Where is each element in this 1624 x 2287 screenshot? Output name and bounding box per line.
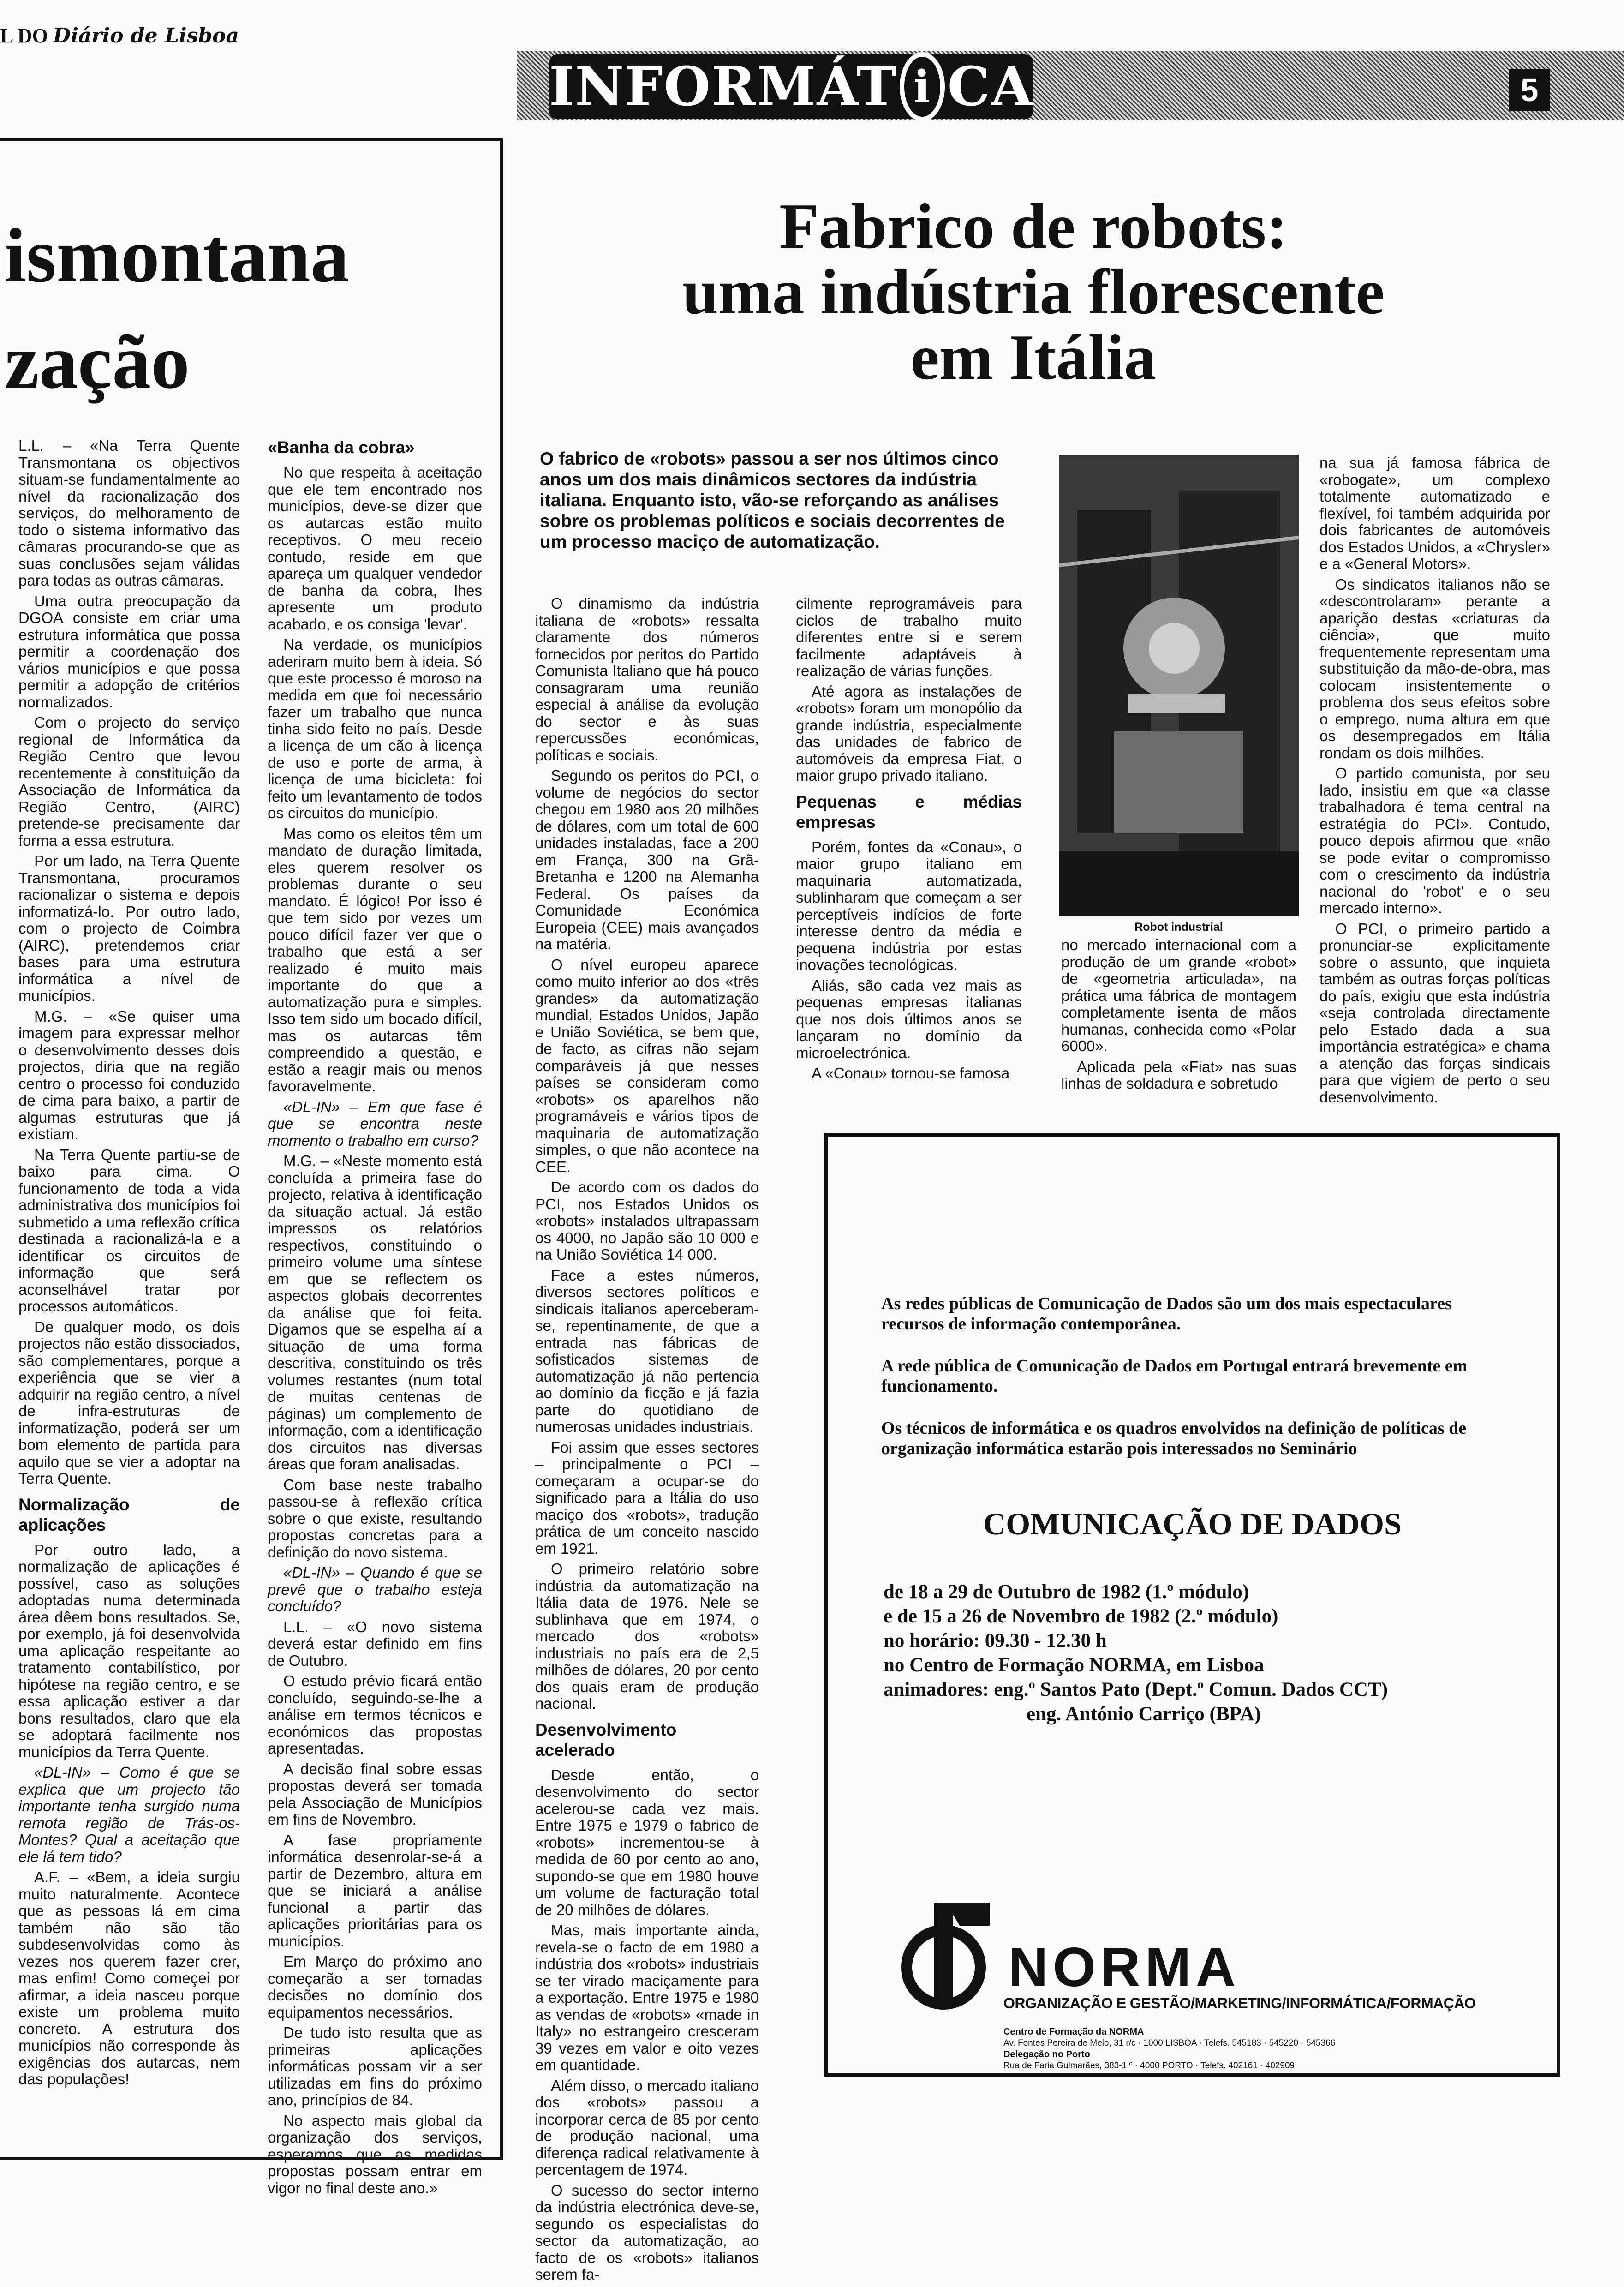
photo-caption: Robot industrial [1134,921,1223,934]
section-title-right: CA [947,55,1033,118]
paragraph: A fase propriamente informática desenrolar-se-á a partir de Dezembro, altura em que se iniciará a análise funcional a partir das aplicações prioritárias para os municípios. [268,1831,482,1950]
paragraph: Porém, fontes da «Conau», o maior grupo italiano em maquinaria automatizada, sublinharam que começam a ser perceptíveis indícios de forte interesse dentro da média e pequena indústria por estas inovações tecnológicas. [796,838,1022,973]
paragraph: L.L. – «Na Terra Quente Transmontana os objectivos situam-se fundamentalmente ao nível da racionalização dos serviços, do melhoramento de todo o sistema informativo das câmaras procurando-se que as suas conclusões sejam válidas para todas as outras câmaras. [18,437,240,589]
paragraph: Os sindicatos italianos não se «descontrolaram» perante a aparição destas «criaturas da ciência», que muito frequentemente representam uma substituição da mão-de-obra, mas colocam insistentemente o problema dos seus efeitos sobre o emprego, numa altura em que os desempregados em Itália rondam os dois milhões. [1320,575,1550,761]
ad-paragraph-1: As redes públicas de Comunicação de Dados são um dos mais espectaculares recursos de informação contemporânea. [881,1294,1452,1334]
paragraph: «DL-IN» – Quando é que se prevê que o trabalho esteja concluído? [268,1564,482,1615]
paragraph: O nível europeu aparece como muito inferior ao dos «três grandes» da automatização mundial, Estados Unidos, Japão e União Soviética, se bem que, de facto, as cifras não sejam comparáveis já que nesses países se consideram como «robots» os aparelhos não programáveis e vários tipos de maquinaria de automatização simples, o que não acontece na CEE. [535,956,759,1175]
paragraph: «DL-IN» – Em que fase é que se encontra neste momento o trabalho em curso? [268,1098,482,1149]
paragraph: O PCI, o primeiro partido a pronunciar-se explicitamente sobre o assunto, que inquieta também as outras forças políticas do país, exigiu que esta indústria «seja controlada directamente pelo Estado dada a sua importância estratégica» e chama a atenção das forças sindicais para que vigiem de perto o seu desenvolvimento. [1320,920,1550,1106]
page-number: 5 [1509,69,1550,111]
paragraph: Desde então, o desenvolvimento do sector acelerou-se cada vez mais. Entre 1975 e 1979 o fabrico de «robots» incrementou-se à medida de 60 por cento ao ano, supondo-se que em 1980 houve um volume de facturação total de 20 milhões de dólares. [535,1766,759,1918]
paragraph: M.G. – «Neste momento está concluída a primeira fase do projecto, relativa à identificação da situação actual. Já estão impressos os relatórios respectivos, constituindo o primeiro volume uma síntese em que se reflectem os aspectos globais decorrentes da análise que foi feita. Digamos que se espelha aí a situação de uma forma descritiva, constituindo os três volumes restantes (num total de muitas centenas de páginas) um complemento de informação, com a identificação dos circuitos nas diversas áreas que foram analisadas. [268,1152,483,1473]
ad-paragraph-2: A rede pública de Comunicação de Dados em Portugal entrará brevemente em funcionamento. [881,1356,1468,1396]
right-article-column-2 [796,595,1022,1086]
paragraph: Foi assim que esses sectores – principalmente o PCI – começaram a ocupar-se do significado para a Itália do uso maciço dos «robots», tradução prática de um conceito nascido em 1921. [535,1438,759,1557]
masthead-paper [0,24,239,48]
ad-detail-line: de 18 a 29 de Outubro de 1982 (1.º módulo) [884,1581,1249,1603]
paragraph: No que respeita à aceitação que ele tem encontrado nos municípios, deve-se dizer que os autarcas estão muito receptivos. O meu receio contudo, reside em que apareça um qualquer vendedor de banha da cobra, lhes apresente um produto acabado, e os consiga 'levar'. [268,464,482,633]
paragraph: A.F. – «Bem, a ideia surgiu muito naturalmente. Acontece que as pessoas lá em cima também não são tão subdesenvolvidas como às vezes nos querem fazer crer, mas enfim! Como começei por afirmar, a ideia nasceu porque existe um problema muito concreto. A estrutura dos municípios não corresponde às exigências dos autarcas, nem das populações! [18,1868,240,2088]
norma-logo-icon [897,1898,994,2013]
contact-line-porto: Rua de Faria Guimarães, 383-1.º · 4000 PORTO · Telefs. 402161 · 402909 [1003,2061,1295,2071]
paragraph: A «Conau» tornou-se famosa [812,1065,1010,1082]
contact-line-lisboa: Av. Fontes Pereira de Melo, 31 r/c · 1000 LISBOA · Telefs. 545183 · 545220 · 545366 [1003,2038,1336,2048]
paragraph: cilmente reprogramáveis para ciclos de trabalho muito diferentes entre si e serem facilmente adaptáveis à realização de várias funções. [796,595,1022,679]
paragraph: no mercado internacional com a produção de um grande «robot» de «geometria articulada», na prática uma fábrica de montagem completamente isenta de mãos humanas, conhecida como «Polar 6000». [1061,936,1296,1054]
paragraph: Mas como os eleitos têm um mandato de duração limitada, eles querem resolver os problemas durante o seu mandato. É lógico! Por isso é que tem sido por vezes um pouco difícil fazer ver que o trabalho que está a ser realizado é muito mais importante do que a automatização pura e simples. Isso tem sido um bocado difícil, mas os autarcas têm compreendido a questão, e estão a reagir mais ou menos favoravelmente. [268,825,482,1095]
paragraph: Mas, mais importante ainda, revela-se o facto de em 1980 a indústria dos «robots» industriais se ter virado maciçamente para a exportação. Entre 1975 e 1980 as vendas de «robots» «made in Italy» no estrangeiro cresceram 39 vezes em valor e oito vezes em quantidade. [535,1922,759,2073]
paragraph: Face a estes números, diversos sectores políticos e sindicais italianos aperceberam-se, repentinamente, de que a entrada nas fábricas de sofisticados sistemas de automatização já não pertencia ao domínio da ficção e já fazia parte do quotidiano de numerosas unidades industriais. [535,1266,759,1435]
paragraph: Até agora as instalações de «robots» foram um monopólio da grande indústria, especialmente das unidades de fabrico de automóveis da empresa Fiat, o maior grupo privado italiano. [796,683,1022,784]
section-title-left: INFORMÁT [549,55,897,118]
subhead-banha-da-cobra: «Banha da cobra» [268,438,415,457]
paragraph: Uma outra preocupação da DGOA consiste em criar uma estrutura informática que possa permitir a coordenação dos vários municípios e que possa permitir a adopção de critérios normalizados. [18,592,240,711]
paragraph: De tudo isto resulta que as primeiras aplicações informáticas possam vir a ser utilizadas em fins do próximo ano, princípios de 84. [268,2024,482,2108]
paragraph: Aplicada pela «Fiat» nas suas linhas de soldadura e sobretudo [1061,1058,1296,1092]
contact-title-porto: Delegação no Porto [1003,2049,1090,2059]
subhead-pequenas-medias: Pequenas e médias empresas [796,792,1022,832]
paragraph: O estudo prévio ficará então concluído, seguindo-se-lhe a análise em termos técnicos e económicos das propostas apresentadas. [268,1672,482,1757]
ad-detail-line: eng. António Carriço (BPA) [1027,1703,1261,1725]
paragraph: Aliás, são cada vez mais as pequenas empresas italianas que nos dois últimos anos se lançaram no domínio da microelectrónica. [796,976,1022,1061]
ad-detail-line: no Centro de Formação NORMA, em Lisboa [884,1654,1264,1676]
right-article-column-1 [535,595,759,2287]
left-article-column-1 [18,437,240,2092]
left-article-column-2 [268,437,482,2200]
paragraph: Na verdade, os municípios aderiram muito bem à ideia. Só que este processo é moroso na medida em que foi necessário fazer um trabalho que nunca tinha sido feito no país. Desde a licença de um cão à licença de uso e porte de arma, à licença de uma bicicleta: foi feito um levantamento de todos os circuitos do município. [268,636,482,821]
paragraph: O primeiro relatório sobre indústria da automatização na Itália data de 1976. Nele se sublinhava que em 1974, o mercado dos «robots» industriais no país era de 2,5 milhões de dólares, 20 por cento dos quais eram de produção nacional. [535,1560,759,1712]
paragraph: O sucesso do sector interno da indústria electrónica deve-se, segundo os especialistas do sector da automatização, ao facto de os «robots» italianos serem fa- [535,2181,759,2283]
paragraph: O dinamismo da indústria italiana de «robots» ressalta claramente dos números fornecidos por peritos do Partido Comunista Italiano que há pouco consagraram uma reunião especial à análise da evolução do sector e às suas repercussões económicas, políticas e sociais. [535,595,759,764]
right-lead: O fabrico de «robots» passou a ser nos últimos cinco anos um dos mais dinâmicos sectores da indústria italiana. Enquanto isto, vão-se reforçando as análises sobre os problemas políticos e sociais decorrentes de um processo maciço de automatização. [540,449,1005,552]
paragraph: No aspecto mais global da organização dos serviços, esperamos que as medidas propostas possam entrar em vigor no final deste ano.» [268,2112,482,2197]
norma-advertisement [824,1133,1560,2077]
paragraph: Por um lado, na Terra Quente Transmontana, procuramos racionalizar o sistema e depois informatizá-lo. Por outro lado, com o projecto de Coimbra (AIRC), pretendemos criar bases para uma estrutura informática a nível de municípios. [18,852,240,1004]
norma-wordmark: NORMA [1008,1936,1241,1998]
paragraph: O partido comunista, por seu lado, insistiu em que «a classe trabalhadora é tema central na estratégia do PCI». Contudo, pouco depois afirmou que «não se pode evitar o compromisso com o crescimento da indústria nacional do 'robot' e o seu mercado interno». [1320,765,1550,916]
ad-paragraph-3: Os técnicos de informática e os quadros envolvidos na definição de políticas de organização informática estarão pois interessados no Seminário [881,1419,1467,1458]
paragraph: Em Março do próximo ano começarão a ser tomadas decisões no domínio dos equipamentos necessários. [268,1953,482,2021]
ad-detail-line: e de 15 a 26 de Novembro de 1982 (2.º módulo) [884,1605,1278,1627]
ad-detail-line: animadores: eng.º Santos Pato (Dept.º Comun. Dados CCT) [884,1679,1388,1700]
masthead-prefix: L DO [0,24,48,47]
subhead-desenvolvimento: Desenvolvimento acelerado [535,1720,677,1760]
paragraph: L.L. – «O novo sistema deverá estar definido em fins de Outubro. [268,1618,482,1669]
norma-contacts [1003,2026,1335,2071]
robot-photo [1059,455,1299,916]
paragraph: De qualquer modo, os dois projectos não estão dissociados, são complementares, porque a experiência que se vier a adquirir na região centro, a nível de infra-estruturas de informatização, poderá ser um bom elemento de partida para aquilo que se vier a adoptar na Terra Quente. [18,1318,240,1487]
ad-details [884,1580,1388,1726]
left-headline-line2: zação [5,319,190,405]
paragraph: De acordo com os dados do PCI, nos Estados Unidos os «robots» instalados ultrapassam os 4000, no Japão são 10 000 e na União Soviética 14 000. [535,1179,759,1263]
robot-photo-illustration [1059,455,1299,916]
paragraph: Por outro lado, a normalização de aplicações é possível, caso as soluções adoptadas numa determinada área dêem bons resultados. Se, por exemplo, já foi desenvolvida uma aplicação respeitante ao tratamento contabilístico, por hipótese na região centro, e se essa aplicação estiver a dar bons resultados, claro que ela se adoptará facilmente nos municípios da Terra Quente. [18,1541,240,1760]
paragraph: Com base neste trabalho passou-se à reflexão crítica sobre o que existe, resultando propostas concretas para a definição do novo sistema. [268,1476,482,1561]
contact-title-lisboa: Centro de Formação da NORMA [1003,2027,1144,2037]
paragraph: Com o projecto do serviço regional de Informática da Região Centro que levou recentemente à constituição da Associação de Informática da Região Centro, (AIRC) pretende-se precisamente dar forma a essa estrutura. [18,714,240,849]
right-article-column-4 [1320,455,1550,1109]
paper-name: Diário de Lisboa [53,24,239,48]
right-headline-line3: em Itália [910,322,1157,393]
ad-detail-line: no horário: 09.30 - 12.30 h [884,1630,1107,1652]
paragraph: Além disso, o mercado italiano dos «robots» passou a incorporar cerca de 85 por cento de produção nacional, uma diferença radical relativamente à percentagem de 1974. [535,2077,759,2178]
left-headline-line1: ismontana [5,213,349,299]
paragraph: Segundo os peritos do PCI, o volume de negócios do sector chegou em 1980 aos 20 milhões de dólares, com um total de 600 unidades instaladas, face a 200 em França, 300 na Grã-Bretanha e 1200 na Alemanha Federal. Os países da Comunidade Económica Europeia (CEE) mais avançados na matéria. [535,767,759,952]
norma-tagline: ORGANIZAÇÃO E GESTÃO/MARKETING/INFORMÁTICA/FORMAÇÃO [1003,1995,1476,2012]
paragraph: Na Terra Quente partiu-se de baixo para cima. O funcionamento de toda a vida administrativa dos municípios foi submetido a uma reflexão crítica destinada a racionalizá-la e a identificar os circuitos de informação que será aconselhável tratar por processos automáticos. [18,1146,240,1315]
right-headline-line2: uma indústria florescente [682,256,1385,328]
section-title [549,54,1033,119]
paragraph: «DL-IN» – Como é que se explica que um projecto tão importante tenha surgido numa remota região de Trás-os-Montes? Qual a aceitação que ele lá tem tido? [18,1764,240,1865]
ad-title: COMUNICAÇÃO DE DADOS [983,1506,1402,1541]
section-i-logo-icon: i [900,52,944,121]
right-headline [526,191,1541,393]
subhead-normalizacao: Normalização de aplicações [18,1495,240,1534]
paragraph: na sua já famosa fábrica de «robogate», um complexo totalmente automatizado e flexível, foi também adquirida por dois fabricantes de automóveis dos Estados Unidos, a «Chrysler» e a «General Motors». [1320,454,1550,572]
right-article-column-3 [1061,937,1296,1096]
paragraph: M.G. – «Se quiser uma imagem para expressar melhor o desenvolvimento desses dois projectos, diria que na região centro o processo foi conduzido de cima para baixo, a partir de algumas estruturas que já existiam. [18,1007,240,1143]
right-headline-line1: Fabrico de robots: [779,191,1288,262]
paragraph: A decisão final sobre essas propostas deverá ser tomada pela Associação de Municípios em fins de Novembro. [268,1760,482,1828]
